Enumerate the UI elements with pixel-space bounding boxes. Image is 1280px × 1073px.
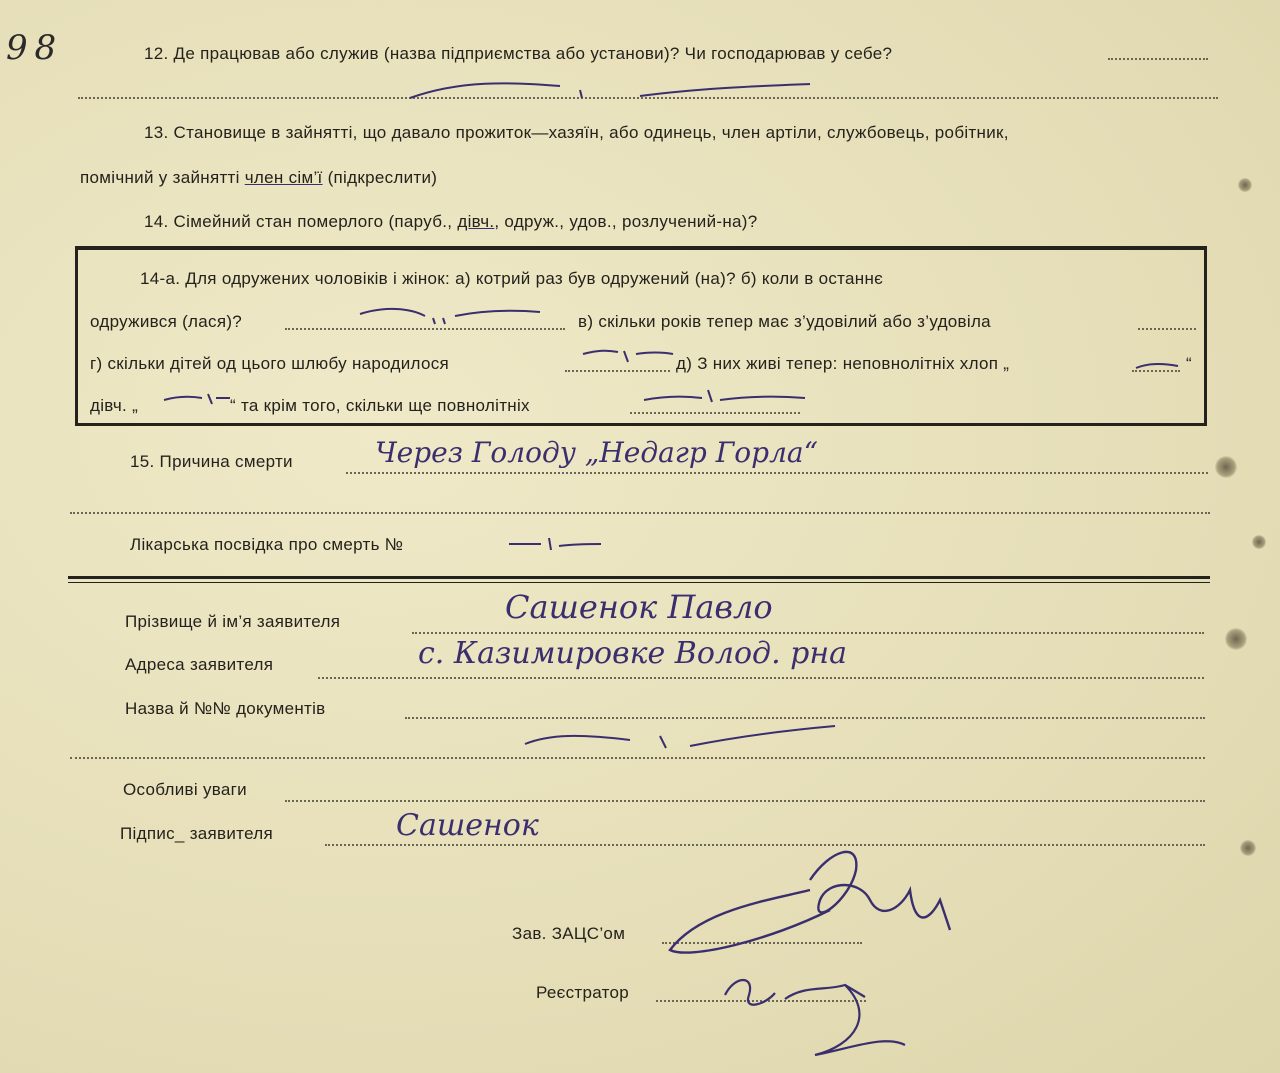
applicant-address-label: Адреса заявителя	[125, 655, 274, 674]
q14a-fill-line-2b	[1138, 328, 1196, 330]
registrar-signature	[715, 955, 915, 1065]
question-14a-line-3b: д) З них живі тепер: неповнолітніх хлоп „	[676, 354, 1010, 373]
q14a-fill-line-2a	[285, 328, 565, 330]
paper-hole-4	[1252, 535, 1266, 549]
q13-text-b: (підкреслити)	[322, 168, 438, 187]
paper-hole-5	[1240, 840, 1256, 856]
q15-fill-line-2	[70, 512, 1210, 514]
paper-hole-2	[1225, 628, 1247, 650]
documents-dash-mark	[520, 716, 840, 756]
q12-dash-mark	[400, 76, 820, 106]
applicant-name-label: Прізвище й ім’я заявителя	[125, 612, 341, 631]
q14a-fill-line-3a	[565, 370, 670, 372]
head-signature	[660, 840, 960, 960]
q14a-dash-mark-2	[578, 346, 678, 366]
paper-hole-3	[1238, 178, 1252, 192]
documents-label: Назва й №№ документів	[125, 699, 326, 718]
medical-certificate-label: Лікарська посвідка про смерть №	[130, 535, 404, 554]
q15-fill-line-1	[346, 472, 1208, 474]
question-13-line-2	[80, 168, 437, 188]
certificate-dash-mark	[505, 534, 605, 554]
margin-note: 9 8	[6, 28, 55, 68]
paper-hole-1	[1215, 456, 1237, 478]
q15-cause-of-death: Через Голоду „Недагр Горла“	[375, 436, 818, 469]
question-14a-line-2b: в) скільки років тепер має з’удовілий або з’удовіла	[578, 312, 991, 331]
question-14	[144, 212, 758, 232]
applicant-signature-value: Сашенок	[396, 808, 539, 843]
q14a-fill-line-4b	[630, 412, 800, 414]
q13-text-a: помічний у зайнятті	[80, 168, 245, 187]
q13-underlined-option: член сім’ї	[244, 168, 323, 187]
applicant-address-line	[318, 677, 1204, 679]
q14a-dash-mark-5	[640, 386, 810, 412]
question-13-line-1: 13. Становище в зайнятті, що давало прожиток—хазяїн, або одинець, член артіли, службовець, робітник,	[144, 123, 1009, 142]
question-15: 15. Причина смерти	[130, 452, 293, 471]
q14-text-b: , одруж., удов., розлучений-на)?	[494, 212, 758, 231]
remarks-line	[285, 800, 1205, 802]
q14a-dash-mark-4	[160, 390, 235, 410]
q14a-dash-mark-3	[1132, 360, 1182, 374]
q14-underlined-option: дівч.	[457, 212, 495, 231]
question-12: 12. Де працював або служив (назва підприємства або установи)? Чи господарював у себе?	[144, 44, 893, 63]
q14a-dash-mark-1	[355, 304, 545, 326]
question-14a-line-3a: г) скільки дітей од цього шлюбу народилося	[90, 354, 450, 373]
applicant-signature-label: Підпис_ заявителя	[120, 824, 273, 843]
registrar-label: Реєстратор	[536, 983, 630, 1002]
question-14a-line-1: 14-а. Для одружених чоловіків і жінок: а) котрий раз був одружений (на)? б) коли в останнє	[140, 269, 884, 288]
applicant-name-line	[412, 632, 1204, 634]
applicant-address-value: с. Казимировке Волод. рна	[418, 636, 847, 671]
remarks-label: Особливі уваги	[123, 780, 247, 799]
q14-text-a: 14. Сімейний стан померлого (паруб.,	[144, 212, 458, 231]
section-divider-thick	[68, 576, 1210, 579]
head-of-registry-label: Зав. ЗАЦС’ом	[512, 924, 626, 943]
applicant-name-value: Сашенок Павло	[505, 588, 773, 626]
question-14a-line-4a: дівч. „	[90, 396, 139, 415]
question-14a-line-3c: “	[1186, 354, 1192, 373]
documents-line-2	[70, 757, 1205, 759]
section-divider-thin	[68, 582, 1210, 583]
question-14a-line-4b: “ та крім того, скільки ще повнолітніх	[230, 396, 530, 415]
question-14a-line-2a: одружився (лася)?	[90, 312, 243, 331]
q12-fill-line-1	[1108, 58, 1208, 60]
